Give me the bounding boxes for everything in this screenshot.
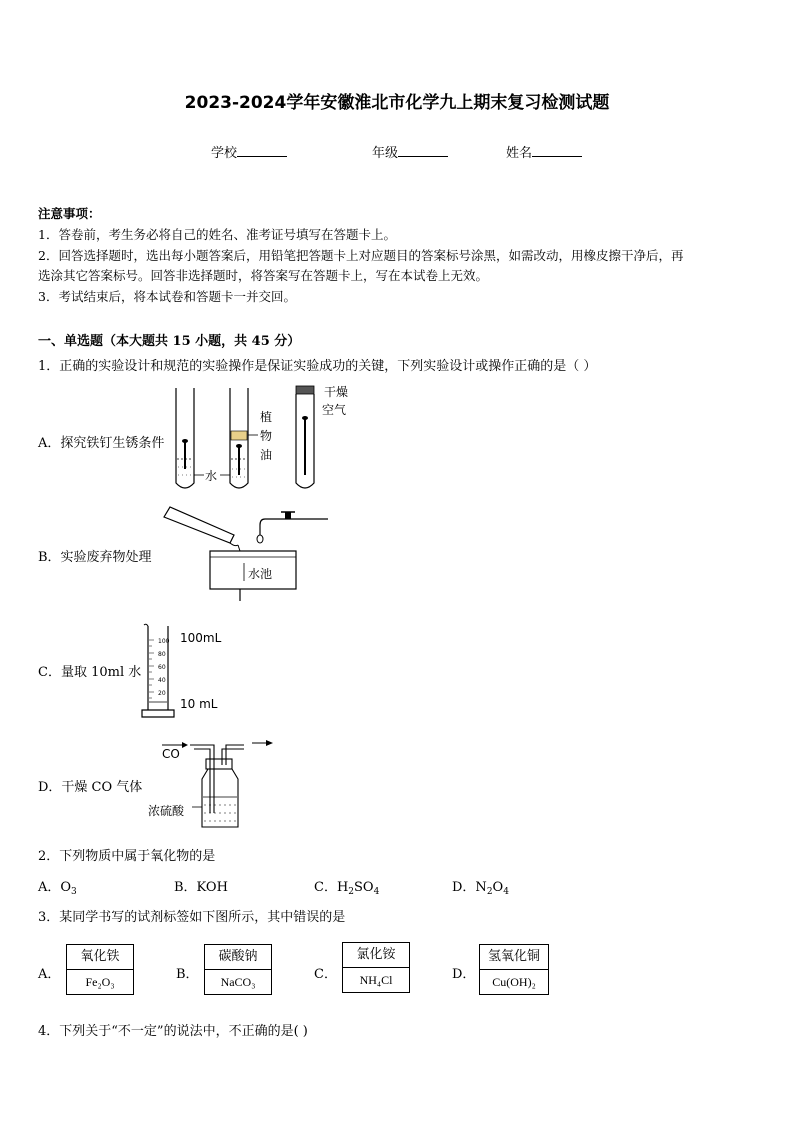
- notice-item-2-cont: 选涂其它答案标号。回答非选择题时，将答案写在答题卡上，写在本试卷上无效。: [38, 268, 489, 283]
- q1-stem: 1．正确的实验设计和规范的实验操作是保证实验成功的关键，下列实验设计或操作正确的是（ ）: [38, 359, 597, 374]
- q3-option-a[interactable]: A．: [38, 967, 61, 982]
- tick-100: 100: [158, 638, 170, 645]
- q2-option-c[interactable]: C．$H_2SO_4$: [314, 880, 380, 897]
- section-heading: 一、单选题（本大题共 15 小题，共 45 分）: [38, 334, 301, 349]
- q3-option-d[interactable]: D．: [452, 967, 476, 982]
- school-field[interactable]: [211, 142, 287, 161]
- reagent-label-c: 氯化铵 NH₄Cl: [342, 942, 410, 993]
- grade-blank[interactable]: [398, 144, 448, 157]
- name-label: 姓名: [506, 146, 533, 161]
- q1-option-b[interactable]: B．实验废弃物处理: [38, 550, 152, 565]
- notice-item-1: 1．答卷前，考生务必将自己的姓名、准考证号填写在答题卡上。: [38, 227, 396, 242]
- q1-d-figure: [146, 735, 286, 831]
- cyl-top-label: 100mL: [180, 631, 222, 645]
- notice-item-2: 2．回答选择题时，选出每小题答案后，用铅笔把答题卡上对应题目的答案标号涂黑，如需改动，用橡皮擦干净后，再: [38, 248, 684, 263]
- grade-field[interactable]: [372, 142, 448, 161]
- q1-option-a[interactable]: A．探究铁钉生锈条件: [38, 436, 165, 451]
- tick-60: 60: [158, 664, 166, 671]
- q2-option-d[interactable]: D．$N_2O_4$: [452, 880, 509, 897]
- grade-label: 年级: [372, 146, 399, 161]
- page-title: 2023-2024学年安徽淮北市化学九上期末复习检测试题: [184, 93, 610, 113]
- q1-option-d[interactable]: D．干燥 CO 气体: [38, 780, 143, 795]
- oil-label-1: 植: [260, 410, 273, 424]
- reagent-label-d: 氢氧化铜 Cu(OH)₂: [479, 944, 549, 995]
- q4-stem: 4．下列关于“不一定”的说法中，不正确的是( ): [38, 1024, 308, 1039]
- tick-80: 80: [158, 651, 166, 658]
- q1-option-c[interactable]: C．量取 10ml 水: [38, 665, 142, 680]
- q3-option-c[interactable]: C．: [314, 967, 337, 982]
- cyl-bottom-label: 10 mL: [180, 697, 218, 711]
- q3-stem: 3．某同学书写的试剂标签如下图所示，其中错误的是: [38, 910, 346, 925]
- dry-air-label-2: 空气: [322, 403, 347, 417]
- co-label: CO: [162, 747, 180, 761]
- q1-c-figure: [138, 622, 228, 722]
- q2-stem: 2．下列物质中属于氧化物的是: [38, 849, 216, 864]
- q1-b-figure: [160, 505, 335, 605]
- notice-item-3: 3．考试结束后，将本试卷和答题卡一并交回。: [38, 289, 296, 304]
- reagent-label-a: 氧化铁 Fe₂O₃: [66, 944, 134, 995]
- tick-40: 40: [158, 677, 166, 684]
- sink-label: 水池: [248, 567, 273, 581]
- acid-label: 浓硫酸: [148, 804, 185, 818]
- reagent-label-b: 碳酸钠 NaCO₃: [204, 944, 272, 995]
- notice-heading: 注意事项：: [38, 206, 101, 221]
- name-field[interactable]: [506, 142, 582, 161]
- school-blank[interactable]: [237, 144, 287, 157]
- oil-label-2: 物: [260, 429, 273, 443]
- name-blank[interactable]: [532, 144, 582, 157]
- water-label: 水: [205, 469, 218, 483]
- tick-20: 20: [158, 690, 166, 697]
- oil-label-3: 油: [260, 448, 273, 462]
- school-label: 学校: [211, 146, 238, 161]
- q2-option-a[interactable]: A．$O_3$: [38, 880, 77, 897]
- q3-option-b[interactable]: B．: [176, 967, 199, 982]
- q2-option-b[interactable]: B．KOH: [174, 880, 228, 895]
- dry-air-label-1: 干燥: [324, 385, 349, 399]
- q1-a-figure: [168, 383, 358, 498]
